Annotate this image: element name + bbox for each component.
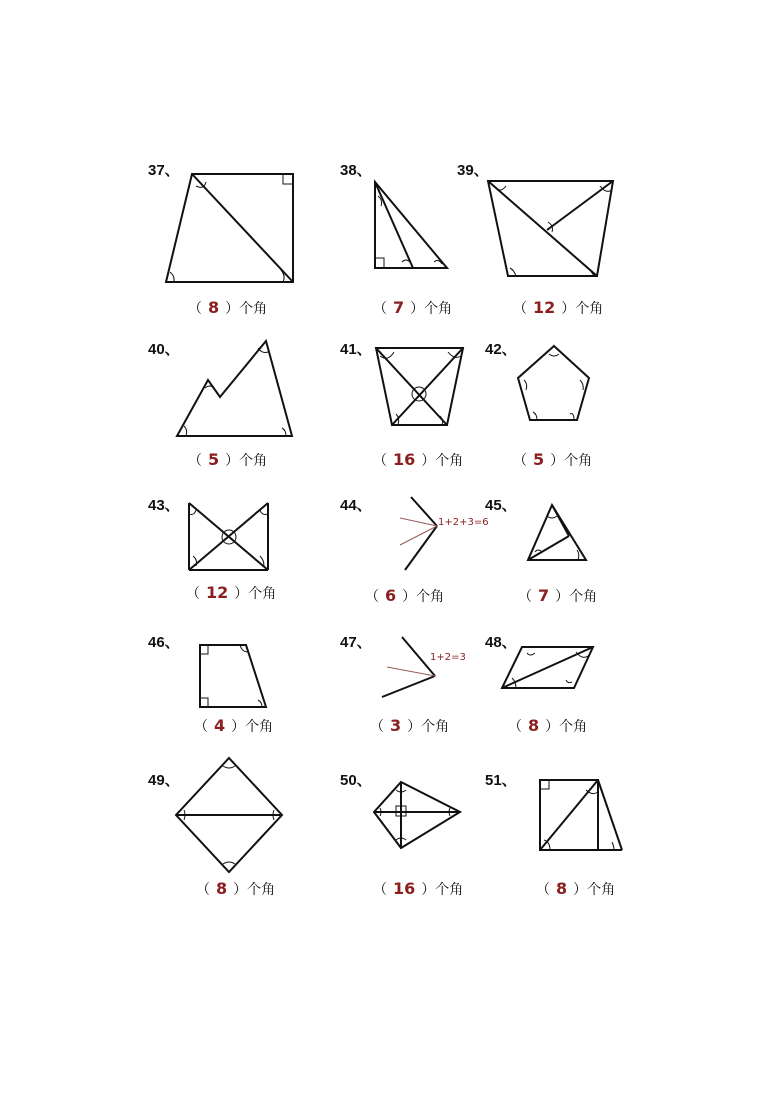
problem-39-number: 39、 — [457, 162, 489, 179]
answer-47-unit: 个角 — [421, 719, 450, 735]
answer-42-unit: 个角 — [564, 453, 593, 469]
answer-47-value: 3 — [390, 716, 402, 735]
answer-45-unit: 个角 — [569, 589, 598, 605]
answer-47: （ 3 ）个角 — [370, 716, 450, 735]
problem-44-number: 44、 — [340, 497, 372, 514]
figure-41-trapezoid-diagonals — [376, 348, 463, 425]
figure-49-rhombus — [176, 758, 282, 872]
problem-41-number: 41、 — [340, 341, 372, 358]
answer-51: （ 8 ）个角 — [536, 879, 616, 898]
figure-46-trapezoid — [200, 645, 266, 707]
figure-47-rays — [382, 637, 466, 697]
answer-38: （ 7 ）个角 — [373, 298, 453, 317]
answer-39-value: 12 — [533, 298, 556, 317]
problem-48-number: 48、 — [485, 634, 517, 651]
answer-48-unit: 个角 — [559, 719, 588, 735]
figure-42-pentagon — [518, 346, 589, 420]
answer-38-unit: 个角 — [424, 301, 453, 317]
answer-42-value: 5 — [533, 450, 545, 469]
answer-48-value: 8 — [528, 716, 540, 735]
problem-50-number: 50、 — [340, 772, 372, 789]
answer-46-value: 4 — [214, 716, 226, 735]
problem-40-number: 40、 — [148, 341, 180, 358]
problem-37-number: 37、 — [148, 162, 180, 179]
problem-38-number: 38、 — [340, 162, 372, 179]
svg-text:1+2=3: 1+2=3 — [430, 652, 466, 663]
answer-44: （ 6 ）个角 — [365, 586, 445, 605]
answer-45-value: 7 — [538, 586, 550, 605]
answer-50-unit: 个角 — [435, 882, 464, 898]
figure-38-triangle — [375, 182, 447, 268]
answer-44-value: 6 — [385, 586, 397, 605]
answer-45: （ 7 ）个角 — [518, 586, 598, 605]
answer-40-value: 5 — [208, 450, 220, 469]
problem-51-number: 51、 — [485, 772, 517, 789]
answer-43-unit: 个角 — [248, 586, 277, 602]
answer-44-unit: 个角 — [416, 589, 445, 605]
answer-42: （ 5 ）个角 — [513, 450, 593, 469]
answer-48: （ 8 ）个角 — [508, 716, 588, 735]
answer-37-value: 8 — [208, 298, 220, 317]
answer-39-unit: 个角 — [575, 301, 604, 317]
answer-51-unit: 个角 — [587, 882, 616, 898]
figure-45-triangle — [528, 505, 586, 560]
figure-44-rays — [400, 497, 489, 570]
answer-49-unit: 个角 — [247, 882, 276, 898]
answer-37-unit: 个角 — [239, 301, 268, 317]
problem-43-number: 43、 — [148, 497, 180, 514]
answer-41: （ 16 ）个角 — [373, 450, 464, 469]
answer-50: （ 16 ）个角 — [373, 879, 464, 898]
answer-37: （ 8 ）个角 — [188, 298, 268, 317]
figure-43-bowtie — [189, 503, 268, 570]
answer-49: （ 8 ）个角 — [196, 879, 276, 898]
problem-46-number: 46、 — [148, 634, 180, 651]
answer-40-unit: 个角 — [239, 453, 268, 469]
answer-46: （ 4 ）个角 — [194, 716, 274, 735]
answer-40: （ 5 ）个角 — [188, 450, 268, 469]
problem-47-number: 47、 — [340, 634, 372, 651]
figure-48-parallelogram — [502, 647, 593, 688]
figure-50-kite — [374, 782, 460, 848]
answer-43-value: 12 — [206, 583, 229, 602]
answer-51-value: 8 — [556, 879, 568, 898]
svg-text:1+2+3=6: 1+2+3=6 — [438, 517, 489, 528]
figure-39-trapezoid — [488, 181, 613, 276]
answer-41-value: 16 — [393, 450, 416, 469]
answer-50-value: 16 — [393, 879, 416, 898]
answer-39: （ 12 ）个角 — [513, 298, 604, 317]
figure-37-trapezoid — [166, 174, 293, 282]
figure-51-square-triangle — [540, 780, 622, 850]
answer-38-value: 7 — [393, 298, 405, 317]
problem-42-number: 42、 — [485, 341, 517, 358]
figure-40-mountain — [177, 341, 292, 436]
answer-49-value: 8 — [216, 879, 228, 898]
problem-49-number: 49、 — [148, 772, 180, 789]
answer-41-unit: 个角 — [435, 453, 464, 469]
answer-43: （ 12 ）个角 — [186, 583, 277, 602]
answer-46-unit: 个角 — [245, 719, 274, 735]
problem-45-number: 45、 — [485, 497, 517, 514]
